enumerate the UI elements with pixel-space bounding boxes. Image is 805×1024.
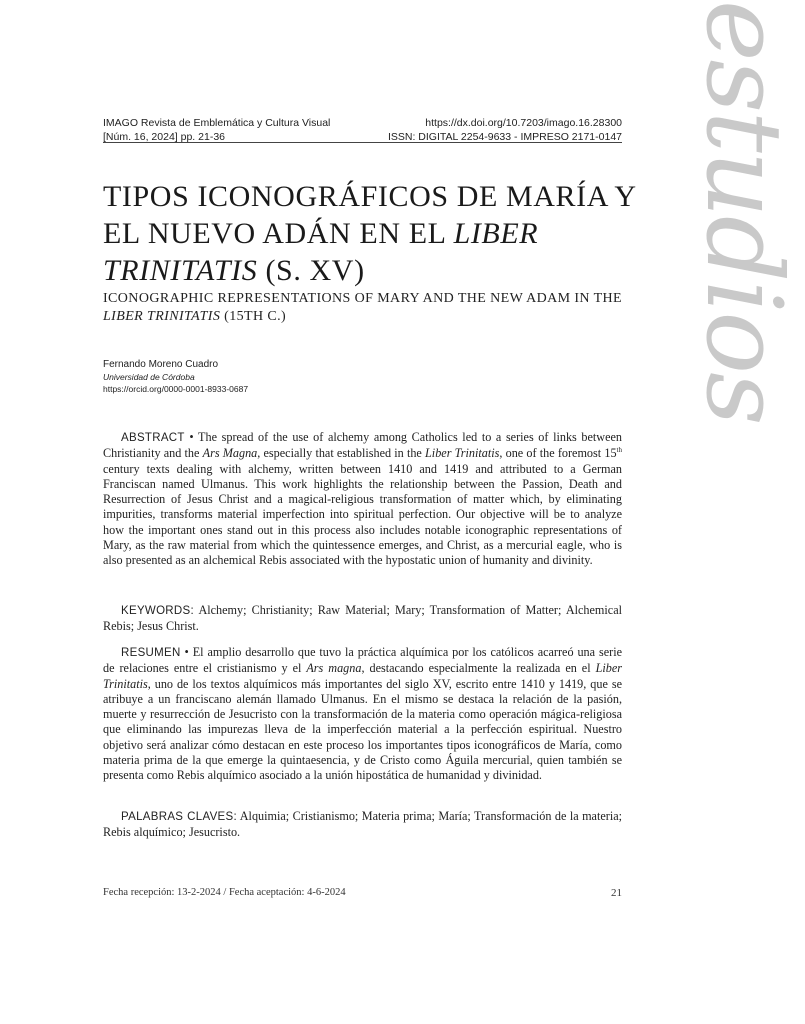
subtitle-italic: LIBER TRINITATIS	[103, 309, 221, 324]
abstract-section	[103, 430, 622, 569]
superscript: th	[616, 446, 622, 455]
issue-info: [Núm. 16, 2024] pp. 21-36	[103, 131, 225, 143]
abstract-text: The spread of the use of alchemy among Catholics led to a series of links between Christianity and the	[103, 430, 623, 461]
orcid-link[interactable]: https://orcid.org/0000-0001-8933-0687	[103, 384, 249, 394]
doi-link[interactable]: https://dx.doi.org/10.7203/imago.16.28300	[425, 117, 622, 129]
resumen-italic: Liber Trinitatis	[103, 661, 622, 691]
title-italic: LIBER TRINITATIS	[103, 217, 539, 287]
keywords-label: KEYWORDS:	[121, 605, 194, 617]
resumen-paragraph	[103, 645, 622, 784]
title-text: TIPOS ICONOGRÁFICOS DE MARÍA Y EL NUEVO ADÁN EN EL	[103, 180, 636, 250]
abstract-paragraph	[103, 430, 622, 569]
palabras-text: Alquimia; Cristianismo; Materia prima; María; Transformación de la materia; Rebis alquímico; Jesucristo.	[103, 809, 622, 840]
author-name: Fernando Moreno Cuadro	[103, 359, 219, 370]
abstract-text: , especially that established in the	[257, 446, 426, 461]
resumen-text: , destacando especialmente la realizada en el	[361, 661, 596, 676]
section-watermark: estudios	[683, 0, 805, 424]
resumen-section	[103, 645, 622, 784]
abstract-text: century texts dealing with alchemy, written between 1410 and 1419 and attributed to a German Franciscan named Ulmanus. This work highlights the relationship between the Passion, Death and Resurrection of Jesus Christ and a magical-religious transformation of matter which, by eliminating impurities, transforms material imperfection into spiritual perfection. Our objective will be to analyze how the important ones stand out in this process also includes notable iconographic representations of Mary, as the raw material from which the quintessence emerges, and Christ, as a mercurial eagle, who is also presented as an alchemical Rebis associated with the hypostatic union of humanity and divinity.	[103, 461, 622, 568]
journal-name: IMAGO Revista de Emblemática y Cultura Visual	[103, 117, 331, 129]
keywords-paragraph	[103, 603, 622, 635]
author-block	[103, 358, 248, 395]
journal-header	[103, 116, 622, 144]
palabras-label: PALABRAS CLAVES:	[121, 811, 237, 823]
separator: •	[184, 430, 199, 444]
subtitle-text: ICONOGRAPHIC REPRESENTATIONS OF MARY AND THE NEW ADAM IN THE	[103, 291, 623, 306]
page-number: 21	[611, 887, 622, 899]
resumen-text: El amplio desarrollo que tuvo la práctica alquímica por los católicos acarreó una serie de relaciones entre el cristianismo y el	[103, 645, 622, 676]
author-affiliation: Universidad de Córdoba	[103, 372, 195, 382]
article-subtitle	[103, 290, 623, 326]
keywords-text: Alchemy; Christianity; Raw Material; Mary; Transformation of Matter; Alchemical Rebis; Jesus Christ.	[103, 603, 622, 634]
resumen-text: , uno de los textos alquímicos más importantes del siglo XV, escrito entre 1410 y 1419, que se atribuye a un franciscano alemán llamado Ulmanus. En el mismo se destaca la relación de la pasión, muerte y resurrección de Jesucristo con la transformación de la materia como operación mágica-religiosa que eliminando las impurezas lleva de la imperfección material a la perfección espiritual. Nuestro objetivo será analizar cómo destacan en este proceso los importantes tipos iconográficos de María, como materia prima de la que emerge la quintaesencia, y de Cristo como Águila mercurial, quien también se presenta como Rebis alquímico asociado a la unión hipostática de humanidad y divinidad.	[103, 676, 622, 783]
separator: •	[180, 645, 193, 659]
submission-dates: Fecha recepción: 13-2-2024 / Fecha aceptación: 4-6-2024	[103, 887, 346, 898]
issn-info: ISSN: DIGITAL 2254-9633 - IMPRESO 2171-0147	[387, 131, 622, 143]
palabras-section	[103, 809, 622, 841]
abstract-italic: Ars Magna	[202, 446, 258, 461]
resumen-label: RESUMEN	[121, 647, 181, 659]
palabras-paragraph	[103, 809, 622, 841]
resumen-italic: Ars magna	[306, 661, 362, 676]
subtitle-suffix: (15TH C.)	[220, 309, 287, 324]
abstract-label: ABSTRACT	[121, 432, 185, 444]
title-suffix: (S. XV)	[257, 254, 365, 287]
abstract-text: , one of the foremost 15	[499, 446, 617, 461]
article-title	[103, 178, 643, 289]
keywords-section	[103, 603, 622, 635]
abstract-italic: Liber Trinitatis	[425, 446, 500, 461]
page-footer	[103, 887, 622, 899]
header-divider	[103, 142, 622, 143]
